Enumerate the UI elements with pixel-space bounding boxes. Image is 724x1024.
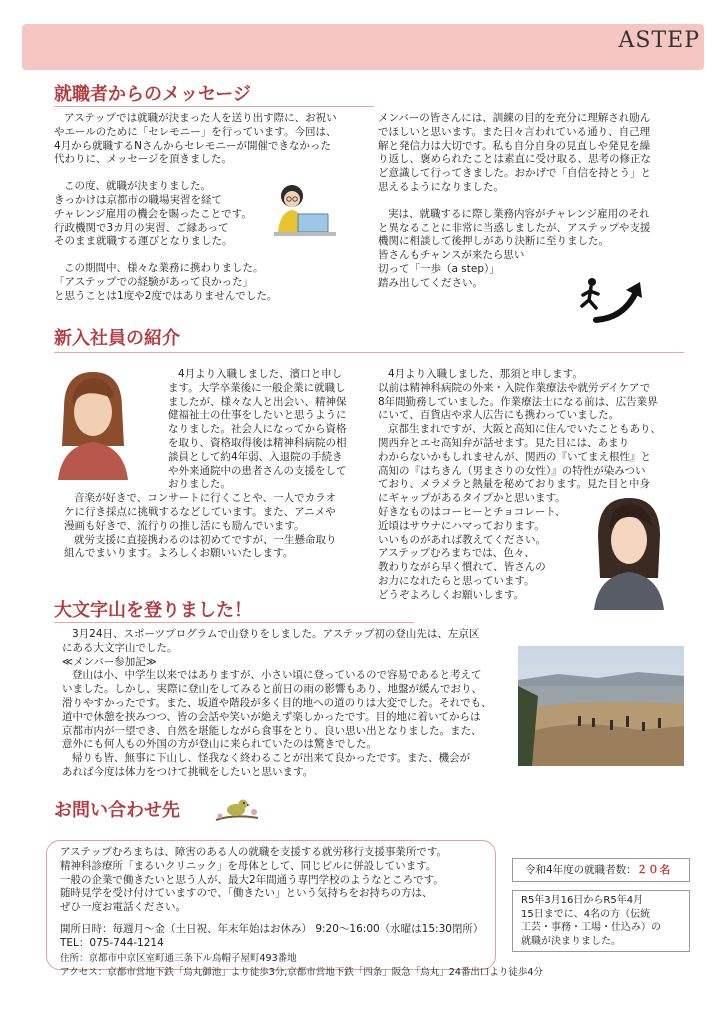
text-line: 4月から就職するNさんからセレモニーが開催できなかった	[54, 139, 332, 152]
text-line: いいものがあれば教えてください。	[378, 533, 546, 546]
opening-hours: 開所日時：毎週月～金（土日祝、年末年始はお休み） 9:20～16:00（水曜は15:30閉所）	[60, 923, 484, 935]
hiking-report	[62, 628, 522, 780]
text-line: 実は、就職するに際し業務内容がチャレンジ雇用のそれ	[388, 207, 650, 220]
text-line: にある大文字山でした。	[62, 641, 178, 654]
staff-intro-left	[64, 368, 374, 561]
text-line: 機関に相談して後押しがあり決断に至りました。	[378, 235, 609, 248]
text-line: 健福祉士の仕事をしたいと思うように	[168, 409, 347, 422]
text-line: 意外にも何人もの外国の方が登山に来られていたのは驚きでした。	[62, 738, 377, 751]
text-line: アステップむろまちでは、色々、	[378, 547, 535, 560]
text-line: 以前は精神科病院の外来・入院作業療法や就労デイケアで	[378, 381, 651, 394]
text-line: そのまま就職する運びとなりました。	[54, 235, 233, 248]
text-line: 就職が決まりました。	[521, 935, 621, 947]
address: 住所：京都市中京区室町通三条下ル烏帽子屋町493番地	[60, 953, 297, 964]
message-right-column	[378, 112, 698, 291]
text-line: 行政機関で3カ月の実習、ご縁あって	[54, 221, 229, 234]
text-line: 関西弁とエセ高知弁が話せます。見た目には、あまり	[378, 436, 630, 449]
text-line: 代わりに、メッセージを頂きました。	[54, 153, 232, 166]
text-line: アステップでは就職が決まった人を送り出す際に、お祝い	[64, 112, 337, 124]
staff-photo-nasu	[590, 492, 668, 610]
header-band	[22, 24, 704, 70]
text-line: ましたが、様々な人と出会い、精神保	[168, 395, 347, 408]
title-rule	[54, 352, 684, 353]
text-line: 近頃はサウナにハマっております。	[378, 519, 545, 532]
text-line: を取り、資格取得後は精神科病院の相	[168, 436, 347, 449]
text-line: この度、就職が決まりました。	[64, 180, 211, 193]
text-line: 談員として約4年弱、入退院の手続き	[168, 450, 343, 463]
hiking-section-title: 大文字山を登りました！	[54, 600, 252, 621]
text-line: にいて、百貨店や求人広告にも携わっていました。	[378, 409, 620, 422]
astep-logo: ASTEP	[618, 28, 700, 53]
phone-number: TEL：075-744-1214	[60, 937, 164, 949]
access-info: アクセス：京都市営地下鉄「烏丸御池」より徒歩3分,京都市営地下鉄「四条」阪急「烏丸」24番出口より徒歩4分	[60, 967, 543, 978]
contact-description	[60, 846, 490, 915]
text-line: 組んでまいります。よろしくお願いいたします。	[64, 547, 294, 560]
text-line: 高知の『はちきん（男まさりの女性）』の特性が染みつい	[378, 464, 646, 477]
text-line: 思えるようになりました。	[378, 180, 504, 193]
text-line: り返し、褒められたことは素直に受け取る、思考の修正な	[378, 153, 651, 166]
text-line: 踏み出してください。	[378, 276, 483, 289]
text-line: ≪メンバー参加記≫	[62, 655, 157, 668]
text-line: と異なることに非常に当惑しましたが、アステップや支援	[378, 221, 651, 234]
title-rule	[54, 106, 374, 107]
text-line: にギャップがあるタイプかと思います。	[378, 492, 566, 505]
runner-arrow-icon	[578, 276, 648, 324]
text-line: 工芸・事務・工場・仕込み）の	[521, 922, 661, 934]
text-line: 漫画も好きで、流行りの推し活にも励んでいます。	[64, 519, 305, 532]
text-line: 解と発信力は大切です。私も自分自身の見直しや発見を繰	[378, 139, 651, 152]
text-line: 就労支援に直接携わるのは初めてですが、一生懸命取り	[74, 533, 337, 546]
text-line: 随時見学を受け付けていますので、「働きたい」という気持ちをお持ちの方は、	[60, 887, 433, 900]
message-section-title: 就職者からのメッセージ	[54, 84, 251, 105]
bird-on-branch-icon	[214, 790, 260, 830]
text-line: 好きなものはコーヒーとチョコレート、	[378, 505, 566, 518]
text-line: どうぞよろしくお願いします。	[378, 588, 525, 601]
text-line: 4月より入職しました、那須と申します。	[388, 368, 583, 380]
text-line: 登山は小、中学生以来ではありますが、小さい頃に登っているので容易であると考えて	[72, 669, 482, 682]
text-line: 3月24日、スポーツプログラムで山登りをしました。アステップ初の登山先は、左京区	[72, 628, 480, 640]
text-line: 一般の企業で働きたいと思う人が、最大2年間通う専門学校のようなところです。	[60, 873, 444, 886]
text-line: と思うことは1度や2度ではありませんでした。	[54, 289, 278, 302]
text-line: や外来通院中の患者さんの支援をして	[168, 464, 347, 477]
text-line: きっかけは京都市の職場実習を経て	[54, 193, 222, 206]
text-line: ケに行き採点に挑戦するなどしています。また、アニメや	[64, 505, 336, 518]
mountain-photo	[518, 646, 684, 766]
text-line: でほしいと思います。また日々言われている通り、自己理	[378, 125, 651, 138]
text-line: ており、メラメラと熱量を秘めております。見た目と中身	[378, 478, 650, 491]
text-line: この期間中、様々な業務に携わりました。	[64, 262, 264, 275]
text-line: 京都市内が一望でき、自然を堪能しながら食事をとり、良い思い出となりました。また、	[62, 724, 482, 737]
text-line: アステップむろまちは、障害のある人の就職を支援する就労移行支援事業所です。	[60, 846, 448, 858]
woman-laptop-illustration	[268, 180, 340, 244]
text-line: 教わりながら早く慣れて、皆さんの	[378, 561, 546, 574]
text-line: ど意識して行ってきました。おかげで「自信を持とう」と	[378, 167, 651, 180]
text-line: やエールのために「セレモニー」を行っています。今回は、	[54, 125, 337, 138]
text-line: R5年3月16日からR5年4月	[521, 895, 644, 906]
new-staff-section-title: 新入社員の紹介	[54, 328, 180, 349]
text-line: なりました。社会人になってから資格	[168, 423, 347, 436]
text-line: ます。大学卒業後に一般企業に就職し	[168, 381, 346, 394]
text-line: 道中で休憩を挟みつつ、皆の会話や笑いが絶えず楽しかったです。目的地に着いてからは	[62, 710, 481, 723]
text-line: お力になれたらと思っています。	[378, 574, 535, 587]
employment-count-value: ２０名	[636, 864, 672, 876]
employment-count-detail	[512, 890, 690, 952]
employment-count-box	[512, 858, 690, 882]
text-line: 4月より入職しました、濱口と申し	[178, 368, 343, 380]
text-line: 8年間勤務していました。作業療法士になる前は、広告業界	[378, 395, 658, 408]
text-line: ぜひ一度お電話ください。	[60, 901, 186, 914]
text-line: 京都生まれですが、大阪と高知に住んでいたこともあり、	[388, 423, 661, 436]
text-line: おりました。	[168, 478, 231, 491]
text-line: 滑りやすかったです。また、坂道や階段が多く目的地への道のりは大変でした。それでも、	[62, 696, 492, 709]
text-line: 皆さんもチャンスが来たら思い	[378, 249, 525, 262]
contact-section-title: お問い合わせ先	[54, 800, 180, 821]
employment-count-label: 令和4年度の就職者数：	[525, 864, 637, 876]
text-line: あれば今度は体力をつけて挑戦をしたいと思います。	[62, 765, 314, 778]
text-line: チャレンジ雇用の機会を賜ったことです。	[54, 207, 252, 220]
text-line: 精神科診療所「まるいクリニック」を母体として、同じビルに併設しています。	[60, 859, 437, 872]
text-line: メンバーの皆さんには、訓練の目的を充分に理解され励ん	[378, 112, 651, 124]
text-line: 音楽が好きで、コンサートに行くことや、一人でカラオ	[74, 492, 337, 505]
text-line: いました。しかし、実際に登山をしてみると前日の雨の影響もあり、地盤が緩んでおり、	[62, 683, 482, 696]
text-line: 切って「一歩（a step）」	[378, 262, 500, 275]
text-line: 帰りも皆、無事に下山し、怪我なく終わることが出来て良かったです。また、機会が	[72, 752, 471, 765]
title-rule	[54, 622, 414, 623]
text-line: わからないかもしれませんが、関西の『いてまえ根性』と	[378, 450, 651, 463]
text-line: 「アステップでの経験があって良かった」	[54, 275, 254, 288]
text-line: 15日までに、4名の方（伝統	[521, 908, 651, 920]
